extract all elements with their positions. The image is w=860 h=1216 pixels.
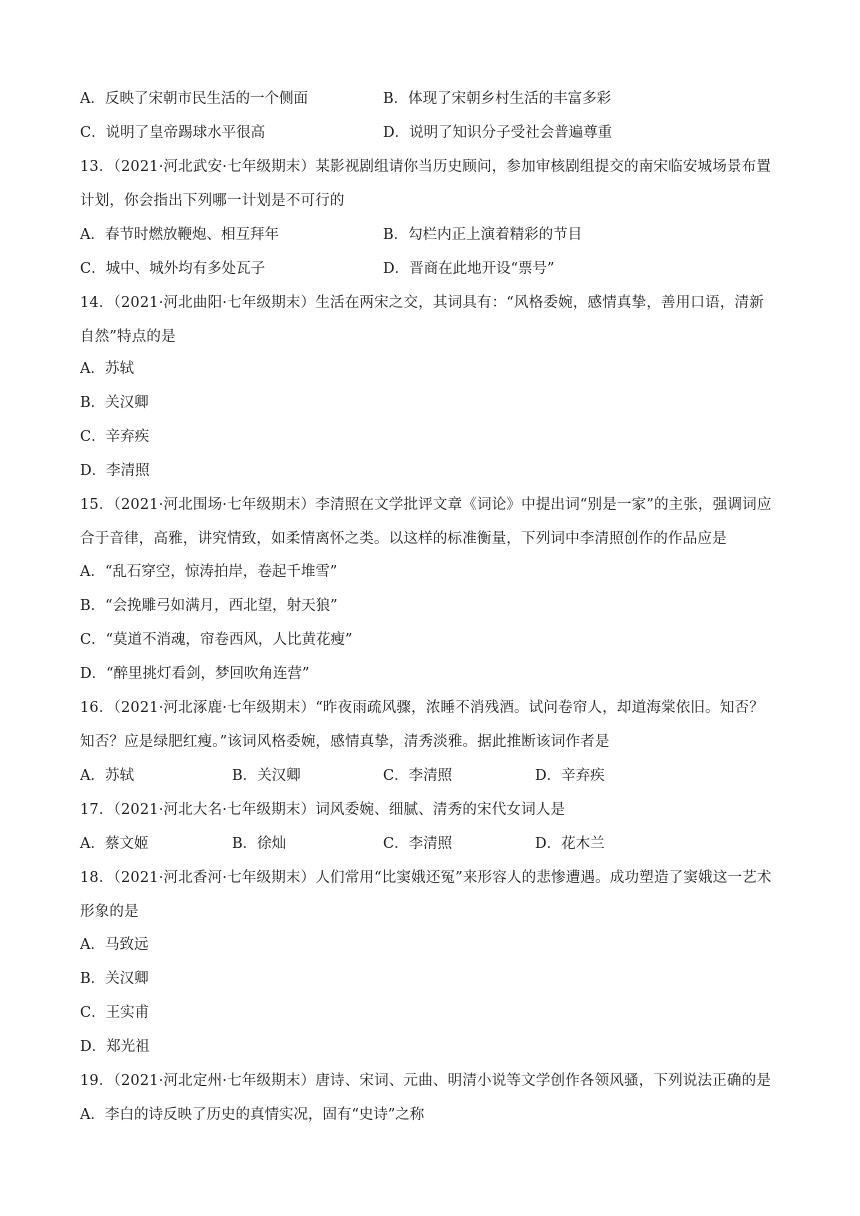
q16-option-c[interactable]: C．李清照	[383, 768, 453, 784]
q16-stem-line-1: 16．（2021·河北涿鹿·七年级期末）“昨夜雨疏风骤，浓睡不消残酒。试问卷帘人，却道海棠依旧。知否？	[80, 700, 764, 716]
q15-stem-line-1: 15．（2021·河北围场·七年级期末）李清照在文学批评文章《词论》中提出词“别是一家”的主张，强调词应	[80, 497, 772, 513]
q13-option-c[interactable]: C．城中、城外均有多处瓦子	[80, 261, 266, 277]
q12-option-b[interactable]: B．体现了宋朝乡村生活的丰富多彩	[383, 91, 612, 107]
q14-option-a[interactable]: A．苏轼	[80, 361, 134, 377]
q19-stem-line-1: 19．（2021·河北定州·七年级期末）唐诗、宋词、元曲、明清小说等文学创作各领风骚，下列说法正确的是	[80, 1073, 772, 1089]
q18-option-a[interactable]: A．马致远	[80, 937, 149, 953]
q16-option-d[interactable]: D．辛弃疾	[535, 768, 605, 784]
q15-option-c[interactable]: C．“莫道不消魂，帘卷西风，人比黄花瘦”	[80, 632, 353, 648]
q14-option-d[interactable]: D．李清照	[80, 463, 150, 479]
q13-option-b[interactable]: B．勾栏内正上演着精彩的节目	[383, 227, 583, 243]
q15-option-b[interactable]: B．“会挽雕弓如满月，西北望，射天狼”	[80, 598, 338, 614]
q13-option-d[interactable]: D．晋商在此地开设“票号”	[383, 261, 555, 277]
q13-stem-line-1: 13．（2021·河北武安·七年级期末）某影视剧组请你当历史顾问，参加审核剧组提交的南宋临安城场景布置	[80, 159, 772, 175]
q17-option-c[interactable]: C．李清照	[383, 836, 453, 852]
q14-option-b[interactable]: B．关汉卿	[80, 395, 149, 411]
q19-option-a[interactable]: A．李白的诗反映了历史的真情实况，固有“史诗”之称	[80, 1107, 425, 1123]
q12-option-d[interactable]: D．说明了知识分子受社会普遍尊重	[383, 125, 613, 141]
q15-stem-line-2: 合于音律，高雅，讲究情致，如柔情离怀之类。以这样的标准衡量，下列词中李清照创作的作品应是	[80, 531, 727, 547]
q17-option-a[interactable]: A．蔡文姬	[80, 836, 149, 852]
q15-option-a[interactable]: A．“乱石穿空，惊涛拍岸，卷起千堆雪”	[80, 564, 338, 580]
q12-option-c[interactable]: C．说明了皇帝踢球水平很高	[80, 125, 266, 141]
q14-stem-line-1: 14．（2021·河北曲阳·七年级期末）生活在两宋之交，其词具有：“风格委婉，感情真挚，善用口语，清新	[80, 295, 764, 311]
q16-option-a[interactable]: A．苏轼	[80, 768, 134, 784]
q12-option-a[interactable]: A．反映了宋朝市民生活的一个侧面	[80, 91, 308, 107]
q18-option-b[interactable]: B．关汉卿	[80, 971, 149, 987]
q17-option-b[interactable]: B．徐灿	[232, 836, 287, 852]
q18-stem-line-1: 18．（2021·河北香河·七年级期末）人们常用“比窦娥还冤”来形容人的悲惨遭遇。成功塑造了窦娥这一艺术	[80, 870, 772, 886]
q17-option-d[interactable]: D．花木兰	[535, 836, 605, 852]
q15-option-d[interactable]: D．“醉里挑灯看剑，梦回吹角连营”	[80, 666, 310, 682]
q18-stem-line-2: 形象的是	[80, 904, 139, 920]
q17-stem-line-1: 17．（2021·河北大名·七年级期末）词风委婉、细腻、清秀的宋代女词人是	[80, 802, 566, 818]
q13-stem-line-2: 计划，你会指出下列哪一计划是不可行的	[80, 193, 345, 209]
q18-option-d[interactable]: D．郑光祖	[80, 1039, 150, 1055]
q18-option-c[interactable]: C．王实甫	[80, 1005, 150, 1021]
q14-option-c[interactable]: C．辛弃疾	[80, 429, 150, 445]
q16-stem-line-2: 知否？应是绿肥红瘦。”该词风格委婉，感情真挚，清秀淡雅。据此推断该词作者是	[80, 734, 610, 750]
q13-option-a[interactable]: A．春节时燃放鞭炮、相互拜年	[80, 227, 279, 243]
q16-option-b[interactable]: B．关汉卿	[232, 768, 301, 784]
q14-stem-line-2: 自然”特点的是	[80, 329, 176, 345]
